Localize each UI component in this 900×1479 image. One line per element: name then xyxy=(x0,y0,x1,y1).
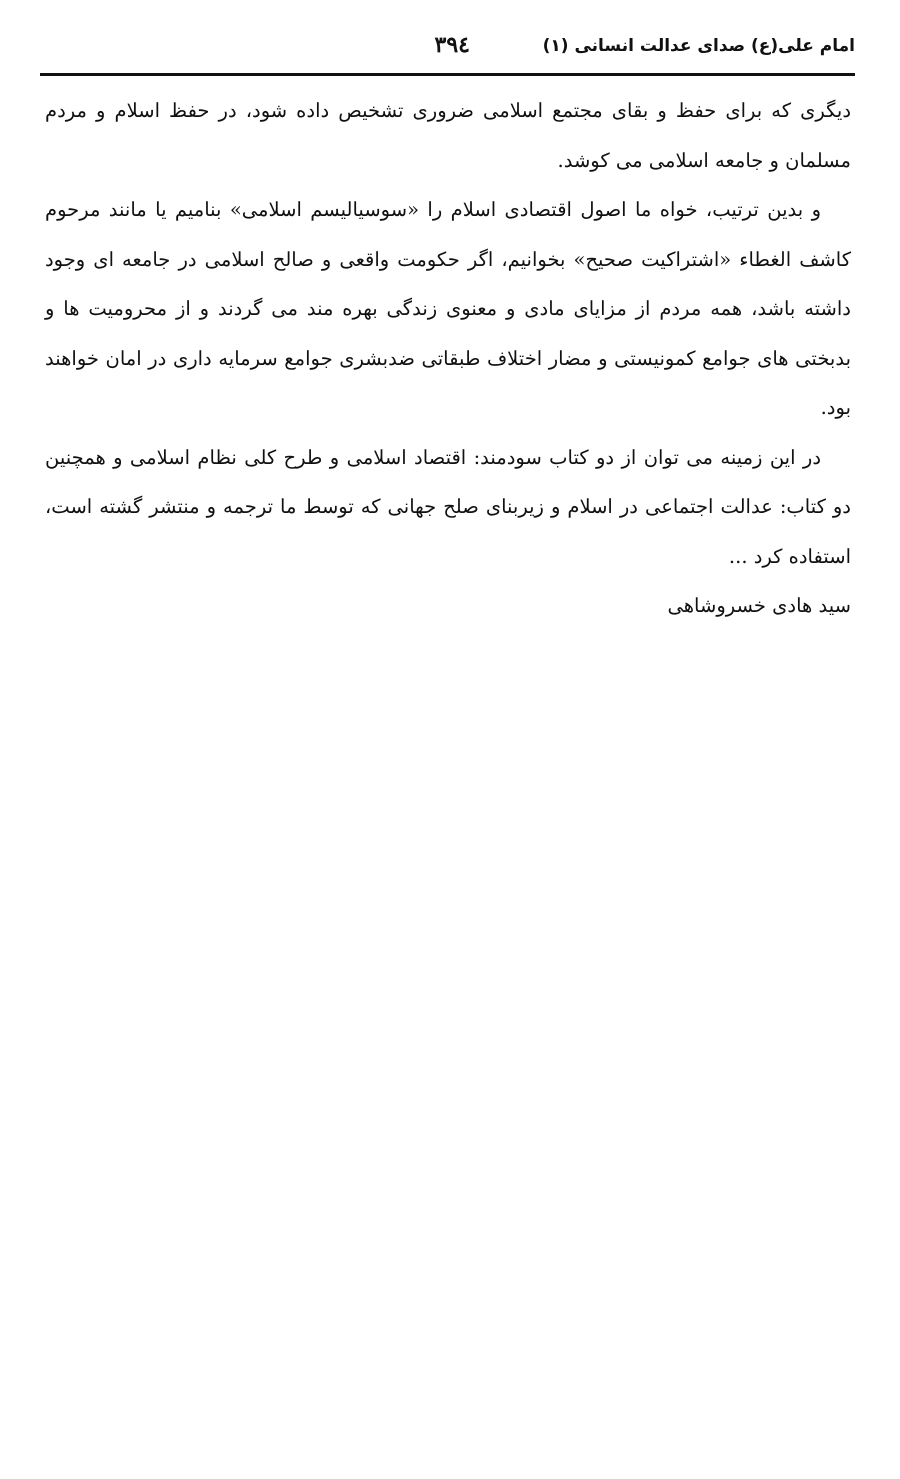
author-signature: سید هادی خسروشاهی xyxy=(667,594,851,617)
page-number: ۳۹٤ xyxy=(434,32,470,58)
running-header-title: امام علی(ع) صدای عدالت انسانی (۱) xyxy=(542,36,855,56)
paragraph-continuation: دیگری که برای حفظ و بقای مجتمع اسلامی ضروری تشخیص داده شود، در حفظ اسلام و مردم مسلمان و جامعه اسلامی می کوشد. xyxy=(45,99,851,172)
header-divider xyxy=(40,73,855,76)
paragraph-economics: و بدین ترتیب، خواه ما اصول اقتصادی اسلام را «سوسیالیسم اسلامی» بنامیم یا مانند مرحوم کاشف الغطاء «اشتراکیت صحیح» بخوانیم، اگر حکومت واقعی و صالح اسلامی در جامعه ای وجود داشته باشد، همه مردم از مزایای مادی و معنوی زندگی بهره مند می گردند و از محرومیت ها و بدبختی های جوامع کمونیستی و مضار اختلاف طبقاتی ضدبشری جوامع سرمایه داری در امان خواهند بود. xyxy=(45,198,851,419)
page-body xyxy=(45,86,851,631)
page-header xyxy=(40,28,855,72)
paragraph-books: در این زمینه می توان از دو کتاب سودمند: اقتصاد اسلامی و طرح کلی نظام اسلامی و همچنین دو کتاب: عدالت اجتماعی در اسلام و زیربنای صلح جهانی که توسط ما ترجمه و منتشر گشته است، استفاده کرد ... xyxy=(45,445,851,568)
